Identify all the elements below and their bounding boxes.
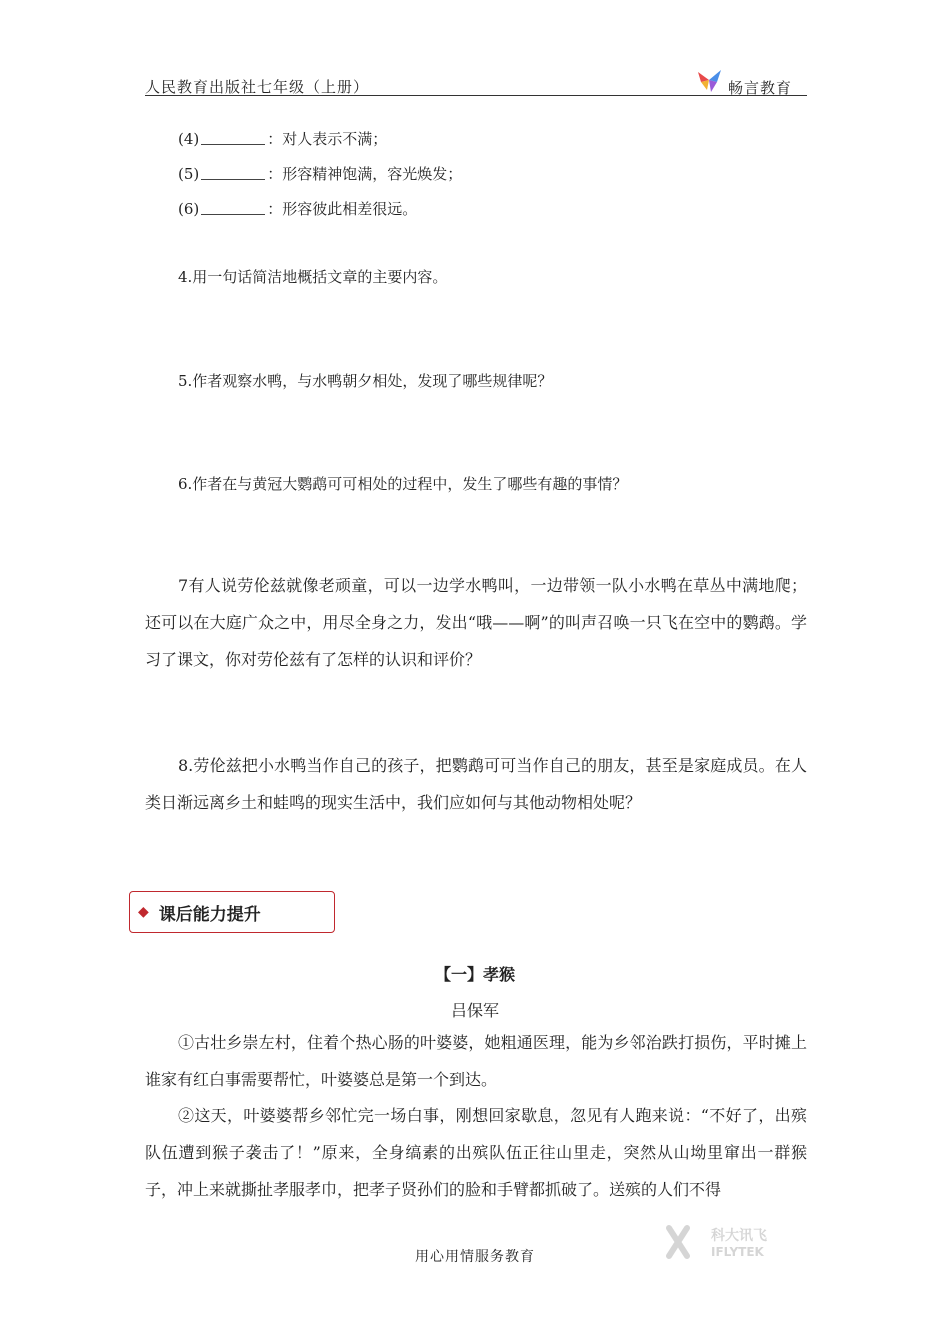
- passage-title: 【一】孝猴: [434, 965, 515, 984]
- question-8: 8.劳伦兹把小水鸭当作自己的孩子，把鹦鹉可可当作自己的朋友，甚至是家庭成员。在人类日渐远离乡土和蛙鸣的现实生活中，我们应如何与其他动物相处呢？: [145, 756, 807, 812]
- question-4: 4.用一句话简洁地概括文章的主要内容。: [178, 268, 448, 286]
- question-5: 5.作者观察水鸭，与水鸭朝夕相处，发现了哪些规律呢？: [178, 372, 553, 390]
- passage-author: 吕保军: [450, 1001, 499, 1020]
- item-text: ：形容彼此相差很远。: [267, 200, 418, 218]
- answer-blank[interactable]: [201, 130, 265, 145]
- question-6: 6.作者在与黄冠大鹦鹉可可相处的过程中，发生了哪些有趣的事情？: [178, 475, 628, 493]
- answer-blank[interactable]: [201, 200, 265, 215]
- item-number: (6): [178, 200, 200, 218]
- header-brand: 畅言教育: [728, 79, 793, 97]
- item-number: (5): [178, 165, 200, 183]
- passage-paragraph-2: ②这天，叶婆婆帮乡邻忙完一场白事，刚想回家歇息，忽见有人跑来说：“不好了，出殡队伍遭到猴子袭击了！”原来，全身缟素的出殡队伍正往山里走，突然从山坳里窜出一群猴子，冲上来就撕扯孝服孝巾，把孝子贤孙们的脸和手臂都抓破了。送殡的人们不得: [145, 1106, 807, 1199]
- passage-paragraph-1: ①古壮乡崇左村，住着个热心肠的叶婆婆，她粗通医理，能为乡邻治跌打损伤，平时摊上谁家有红白事需要帮忙，叶婆婆总是第一个到达。: [145, 1033, 807, 1089]
- item-text: ：对人表示不满；: [267, 130, 388, 148]
- answer-blank[interactable]: [201, 165, 265, 180]
- diamond-icon: ◆: [138, 904, 149, 920]
- item-number: (4): [178, 130, 200, 148]
- header-divider: [145, 95, 807, 96]
- section-header: [129, 891, 335, 933]
- header-publisher: 人民教育出版社七年级（上册）: [145, 78, 370, 96]
- item-text: ：形容精神饱满，容光焕发；: [267, 165, 463, 183]
- watermark-cn: 科大讯飞: [711, 1228, 767, 1244]
- brand-logo-icon: [695, 66, 725, 94]
- list-item: [178, 163, 462, 184]
- list-item: [178, 198, 417, 219]
- list-item: [178, 128, 387, 149]
- section-title: 课后能力提升: [158, 904, 261, 925]
- footer-slogan: 用心用情服务教育: [415, 1249, 535, 1265]
- watermark-en: IFLYTEK: [711, 1245, 764, 1259]
- question-7: 7有人说劳伦兹就像老顽童，可以一边学水鸭叫，一边带领一队小水鸭在草丛中满地爬；还可以在大庭广众之中，用尽全身之力，发出“哦——啊”的叫声召唤一只飞在空中的鹦鹉。学习了课文，你对劳伦兹有了怎样的认识和评价？: [145, 576, 807, 669]
